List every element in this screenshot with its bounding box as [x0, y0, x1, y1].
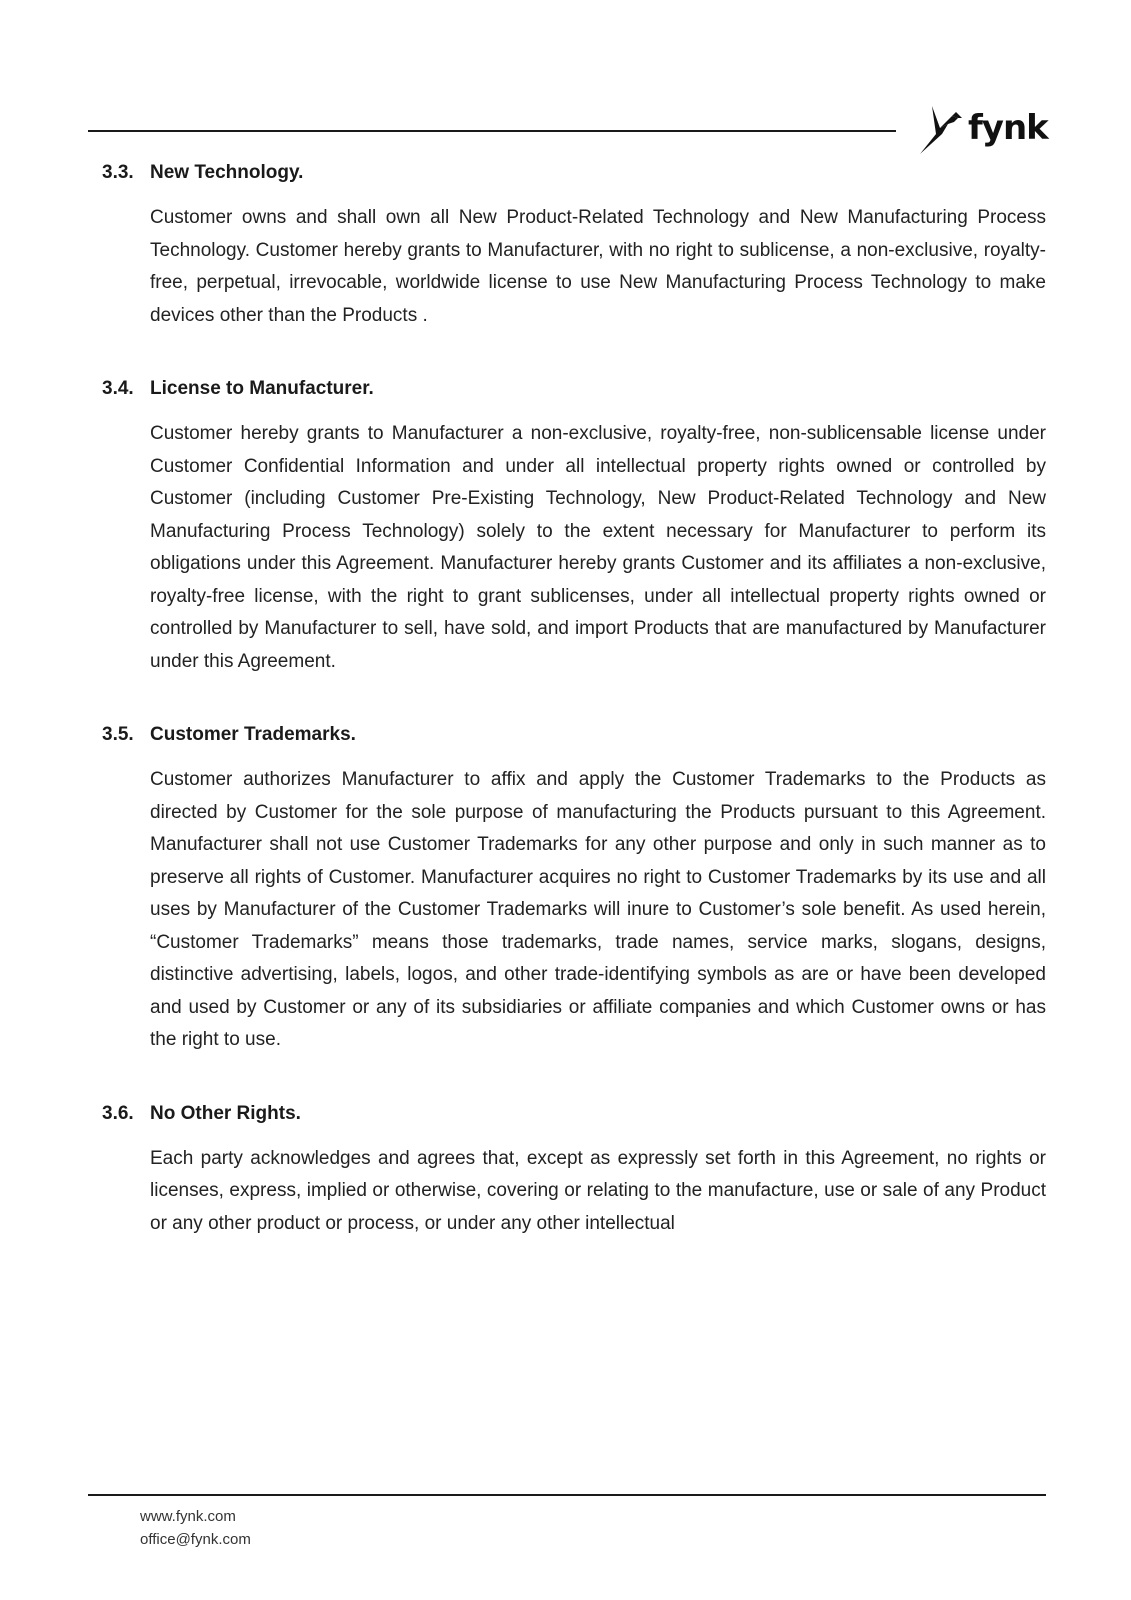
section-title: License to Manufacturer. [150, 378, 374, 399]
section-title: No Other Rights. [150, 1102, 301, 1124]
section-number: 3.4. [102, 378, 134, 399]
section-heading [102, 722, 1046, 748]
section-number: 3.3. [102, 162, 134, 183]
footer [140, 1505, 251, 1551]
header-divider [88, 130, 896, 132]
footer-email-link[interactable]: office@fynk.com [140, 1531, 251, 1548]
bird-logo-icon [918, 104, 966, 156]
section-heading [102, 1101, 1046, 1127]
section-heading [102, 376, 1046, 402]
section-title: New Technology. [150, 162, 304, 183]
section-body: Customer owns and shall own all New Product-Related Technology and New Manufacturing Process Technology. Customer hereby grants to Manufacturer, with no right to sublicense, a non-exclusive, royalty-free, perpetual, irrevocable, worldwide license to use New Manufacturing Process Technology to make devices other than the Products . [150, 207, 1046, 326]
logo-wordmark: fynk [968, 108, 1048, 148]
section-heading [102, 160, 1046, 186]
section-number: 3.5. [102, 724, 134, 745]
footer-divider [88, 1494, 1046, 1496]
footer-website-link[interactable]: www.fynk.com [140, 1508, 236, 1525]
fynk-logo [918, 104, 1048, 160]
section-body: Each party acknowledges and agrees that, except as expressly set forth in this Agreement, no rights or licenses, express, implied or otherwise, covering or relating to the manufacture, use or sale of any Product or any other product or process, or under any other intellectual [150, 1147, 1046, 1234]
section-number: 3.6. [102, 1102, 134, 1124]
document-content [102, 160, 1046, 1284]
section-title: Customer Trademarks. [150, 724, 356, 745]
section-body: Customer authorizes Manufacturer to affix and apply the Customer Trademarks to the Products as directed by Customer for the sole purpose of manufacturing the Products pursuant to this Agreement. Manufacturer shall not use Customer Trademarks for any other purpose and only in such manner as to preserve all rights of Customer. Manufacturer acquires no right to Customer Trademarks by its use and all uses by Manufacturer of the Customer Trademarks will inure to Customer’s sole benefit. As used herein, “Customer Trademarks” means those trademarks, trade names, service marks, slogans, designs, distinctive advertising, labels, logos, and other trade-identifying symbols as are or have been developed and used by Customer or any of its subsidiaries or affiliate companies and which Customer owns or has the right to use. [150, 769, 1046, 1050]
section-3-5 [102, 722, 1046, 1057]
section-3-3 [102, 160, 1046, 332]
section-body: Customer hereby grants to Manufacturer a non-exclusive, royalty-free, non-sublicensable license under Customer Confidential Information and under all intellectual property rights owned or controlled by Customer (including Customer Pre-Existing Technology, New Product-Related Technology and New Manufacturing Process Technology) solely to the extent necessary for Manufacturer to perform its obligations under this Agreement. Manufacturer hereby grants Customer and its affiliates a non-exclusive, royalty-free license, with the right to grant sublicenses, under all intellectual property rights owned or controlled by Manufacturer to sell, have sold, and import Products that are manufactured by Manufacturer under this Agreement. [150, 423, 1046, 672]
section-3-6 [102, 1101, 1046, 1241]
section-3-4 [102, 376, 1046, 678]
